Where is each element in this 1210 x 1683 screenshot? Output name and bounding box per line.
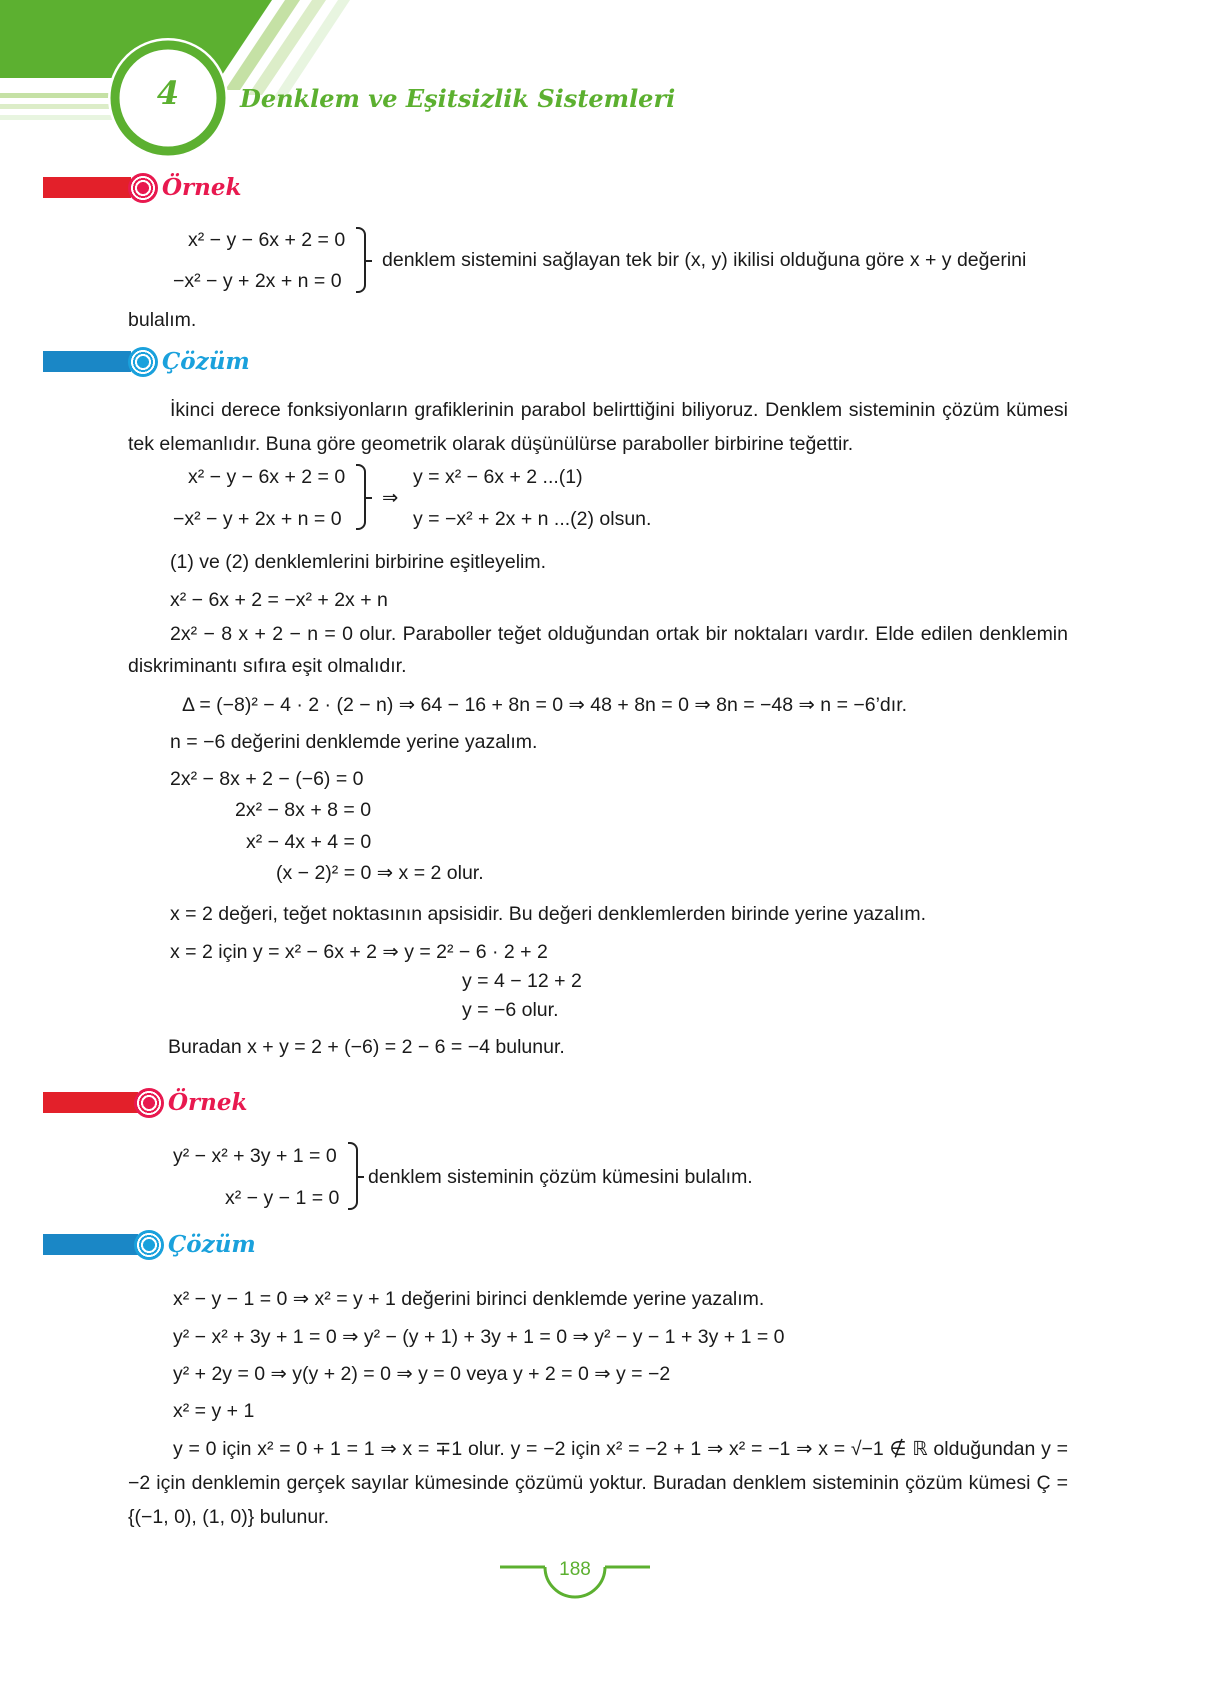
solution-ribbon — [43, 351, 131, 372]
header-bar — [0, 93, 120, 98]
solution-line: x² − 4x + 4 = 0 — [246, 831, 372, 853]
solution-ribbon — [43, 1234, 138, 1255]
page-header — [0, 0, 1210, 160]
system-brace — [348, 1142, 358, 1210]
solution-line: x² = y + 1 — [173, 1400, 255, 1422]
solution-label: Çözüm — [168, 1231, 256, 1258]
solution-line: y² + 2y = 0 ⇒ y(y + 2) = 0 ⇒ y = 0 veya y + 2 = 0 ⇒ y = −2 — [173, 1363, 671, 1385]
solution-line: n = −6 değerini denklemde yerine yazalım. — [170, 731, 538, 753]
equation: y² − x² + 3y + 1 = 0 — [173, 1145, 337, 1167]
equation: −x² − y + 2x + n = 0 — [173, 270, 342, 292]
equation: −x² − y + 2x + n = 0 — [173, 508, 342, 530]
header-bar — [0, 104, 120, 109]
target-icon — [128, 173, 158, 203]
solution-line: Δ = (−8)² − 4 · 2 · (2 − n) ⇒ 64 − 16 + 8n = 0 ⇒ 48 + 8n = 0 ⇒ 8n = −48 ⇒ n = −6’dır. — [182, 694, 908, 716]
solution-line: x = 2 için y = x² − 6x + 2 ⇒ y = 2² − 6 · 2 + 2 — [170, 941, 548, 963]
system-brace — [356, 464, 366, 530]
example-text: denklem sisteminin çözüm kümesini bulalım. — [368, 1166, 753, 1188]
solution-line: x = 2 değeri, teğet noktasının apsisidir. Bu değeri denklemlerden birinde yerine yazalım. — [170, 903, 927, 925]
example-text-end: bulalım. — [128, 309, 197, 331]
paragraph: y = 0 için x² = 0 + 1 = 1 ⇒ x = ∓1 olur. y = −2 için x² = −2 + 1 ⇒ x² = −1 ⇒ x = √−1 ∉ ℝ olduğundan y = −2 için denklemin gerçek sayılar kümesinde çözümü yoktur. Buradan denklem sisteminin çözüm kümesi Ç = {(−1, 0), (1, 0)} bulunur. — [128, 1438, 1068, 1528]
solution-line: y² − x² + 3y + 1 = 0 ⇒ y² − (y + 1) + 3y + 1 = 0 ⇒ y² − y − 1 + 3y + 1 = 0 — [173, 1326, 785, 1348]
paragraph: İkinci derece fonksiyonların grafiklerinin parabol belirttiğini biliyoruz. Denklem sisteminin çözüm kümesi tek elemanlıdır. Buna göre geometrik olarak düşünülürse paraboller birbirine teğettir. — [128, 399, 1068, 455]
equation: x² − y − 6x + 2 = 0 — [188, 229, 346, 251]
solution-line: y = −6 olur. — [462, 999, 559, 1021]
solution-label: Çözüm — [162, 348, 250, 375]
example-ribbon — [43, 177, 131, 198]
solution-line: y = 4 − 12 + 2 — [462, 970, 582, 992]
solution-line: x² − 6x + 2 = −x² + 2x + n — [170, 589, 388, 611]
equation: x² − y − 6x + 2 = 0 — [188, 466, 346, 488]
header-bar — [0, 115, 120, 120]
page-footer — [500, 1555, 650, 1605]
chapter-title: Denklem ve Eşitsizlik Sistemleri — [240, 84, 676, 113]
example-text: denklem sistemini sağlayan tek bir (x, y) ikilisi olduğuna göre x + y değerini — [382, 249, 1027, 271]
chapter-number: 4 — [156, 74, 180, 112]
page-number: 188 — [559, 1559, 591, 1580]
target-icon — [134, 1230, 164, 1260]
target-icon — [128, 347, 158, 377]
target-icon — [134, 1088, 164, 1118]
system-brace — [356, 227, 366, 293]
implies-arrow: ⇒ — [382, 487, 399, 509]
example-ribbon — [43, 1092, 138, 1113]
solution-line: (1) ve (2) denklemlerini birbirine eşitleyelim. — [170, 551, 547, 573]
solution-line: 2x² − 8x + 2 − (−6) = 0 — [170, 768, 364, 790]
equation: y = −x² + 2x + n ...(2) olsun. — [413, 508, 652, 530]
solution-line: x² − y − 1 = 0 ⇒ x² = y + 1 değerini birinci denklemde yerine yazalım. — [173, 1288, 765, 1310]
equation: x² − y − 1 = 0 — [225, 1187, 340, 1209]
example-label: Örnek — [162, 174, 242, 201]
equation: y = x² − 6x + 2 ...(1) — [413, 466, 583, 488]
solution-line: Buradan x + y = 2 + (−6) = 2 − 6 = −4 bulunur. — [168, 1036, 565, 1058]
solution-line: (x − 2)² = 0 ⇒ x = 2 olur. — [276, 862, 484, 884]
example-label: Örnek — [168, 1089, 248, 1116]
solution-line: 2x² − 8x + 8 = 0 — [235, 799, 372, 821]
paragraph: 2x² − 8 x + 2 − n = 0 olur. Paraboller teğet olduğundan ortak bir noktaları vardır. Elde edilen denklemin diskriminantı sıfıra eşit olmalıdır. — [128, 623, 1068, 677]
